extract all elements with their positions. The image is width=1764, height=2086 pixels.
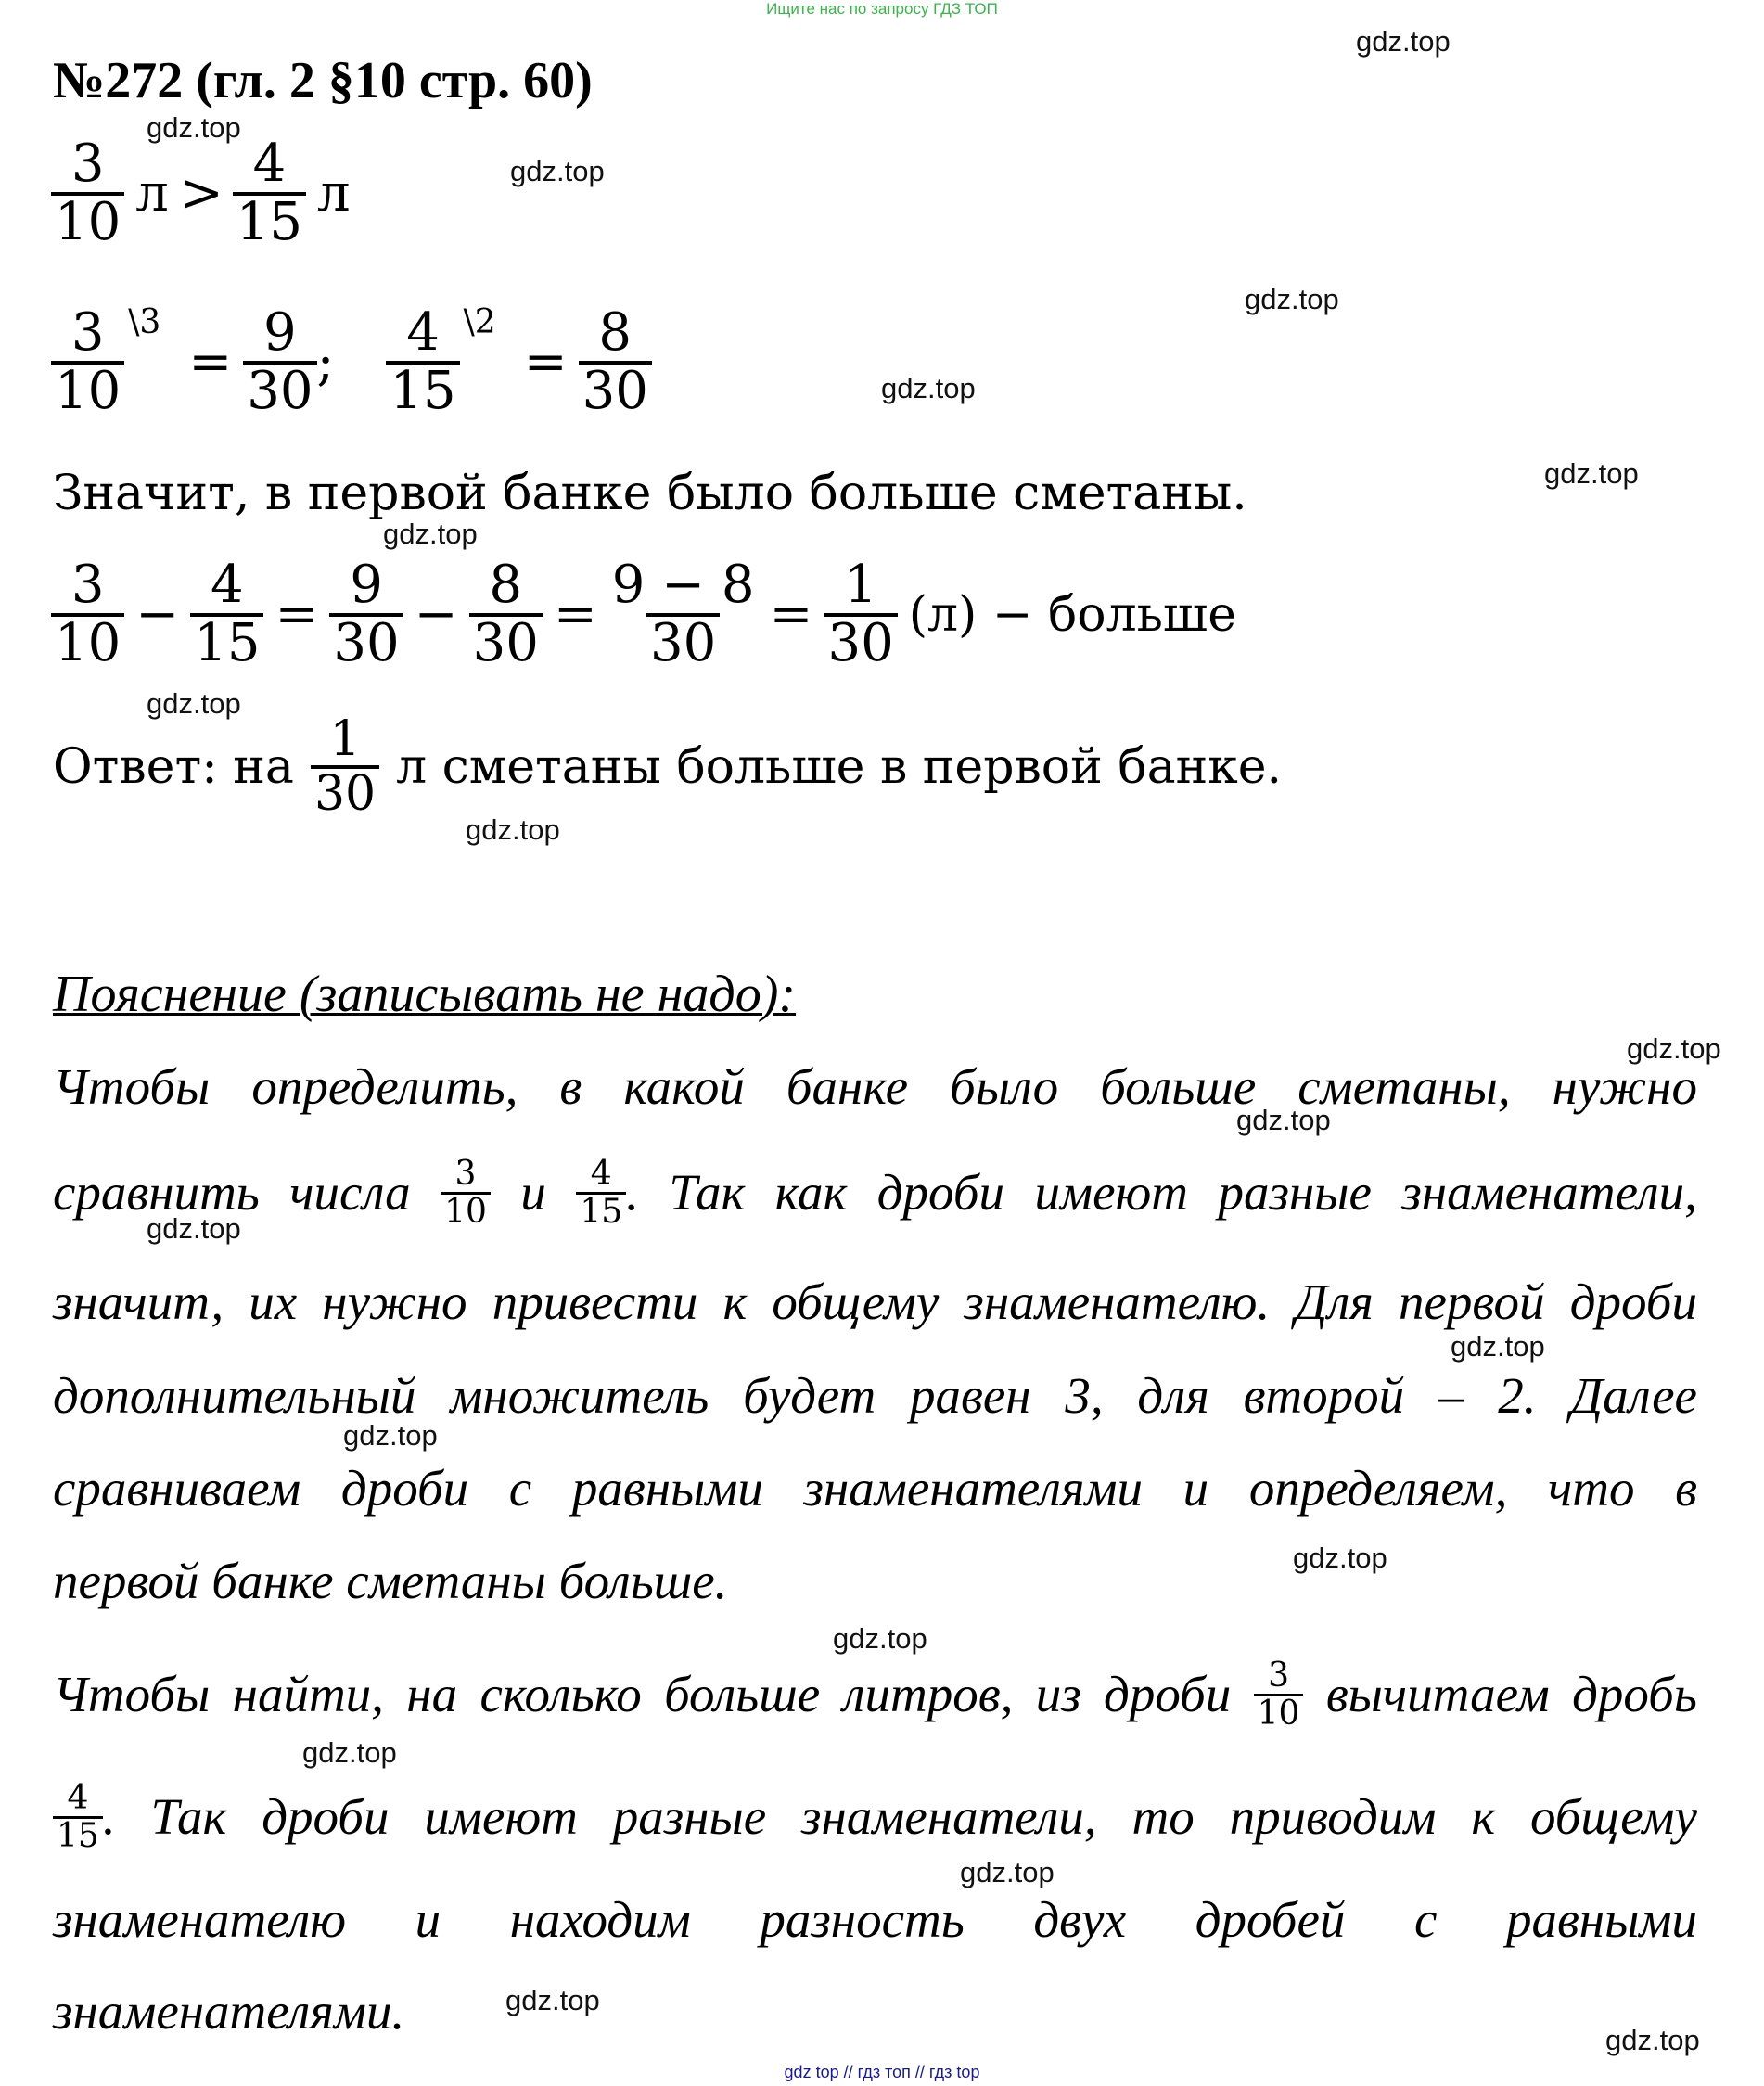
word: равен — [909, 1367, 1031, 1424]
word: больше — [1100, 1058, 1257, 1115]
fraction: $\frac{3}{10}$ — [1254, 1658, 1304, 1732]
watermark: gdz.top — [1293, 1542, 1387, 1574]
watermark: gdz.top — [302, 1736, 397, 1769]
watermark: gdz.top — [1236, 1104, 1331, 1136]
common-denominator-line — [51, 302, 652, 421]
word: разные — [1218, 1164, 1372, 1222]
problem-title: №272 (гл. 2 §10 стр. 60) — [53, 52, 593, 109]
equals-sign: = — [553, 583, 597, 645]
para1-line4 — [53, 1366, 1697, 1426]
word: значит, — [53, 1273, 224, 1330]
word: знаменателями — [803, 1460, 1143, 1517]
word: будет — [743, 1367, 876, 1424]
para1-line6: первой банке сметаны больше. — [53, 1553, 728, 1609]
multiplier-label: \3 — [128, 303, 161, 341]
fraction: $\frac{8}{30}$ — [579, 306, 652, 419]
word: в — [1675, 1460, 1697, 1517]
word: множитель — [450, 1367, 709, 1424]
word: знаменателю — [53, 1891, 347, 1948]
fraction: $\frac{4}{15}$ — [386, 306, 459, 419]
word: Для — [1295, 1273, 1374, 1330]
word: 2. — [1498, 1367, 1537, 1424]
word: было — [950, 1058, 1059, 1115]
separator: ; — [316, 331, 335, 392]
minus-sign: − — [414, 583, 458, 645]
para1-line2 — [53, 1157, 1697, 1230]
word: к — [1471, 1788, 1496, 1846]
word: банке — [786, 1058, 909, 1115]
word: то — [1131, 1788, 1195, 1846]
unit-label: л — [317, 162, 351, 224]
word: с — [508, 1460, 532, 1517]
watermark: gdz.top — [147, 111, 241, 144]
word: Далее — [1570, 1367, 1697, 1424]
watermark: gdz.top — [1605, 2024, 1700, 2056]
para1-line1 — [53, 1057, 1697, 1117]
word: какой — [623, 1058, 745, 1115]
word: знаменатели, — [1401, 1164, 1697, 1222]
watermark: gdz.top — [833, 1622, 927, 1655]
equals-sign: = — [523, 331, 568, 392]
greater-sign: > — [179, 162, 224, 224]
word: дробей — [1195, 1891, 1346, 1948]
para1-line5 — [53, 1459, 1697, 1518]
word: второй — [1243, 1367, 1405, 1424]
watermark: gdz.top — [1451, 1330, 1545, 1363]
fraction-group — [441, 1157, 491, 1230]
word: больше — [664, 1666, 821, 1723]
word: Чтобы — [53, 1666, 211, 1723]
word: найти, — [232, 1666, 384, 1723]
word: имеют — [1034, 1164, 1188, 1222]
word: общему — [1529, 1788, 1697, 1846]
word: к — [722, 1273, 748, 1330]
word: разность — [760, 1891, 965, 1948]
word: как — [774, 1164, 848, 1222]
word: дроби — [340, 1460, 469, 1517]
fraction: $\frac{3}{10}$ — [51, 558, 124, 672]
word: сравнить — [53, 1164, 260, 1222]
fraction: $\frac{4}{15}$ — [233, 137, 306, 250]
word: дроби — [1569, 1273, 1697, 1330]
difference-line — [51, 555, 1247, 673]
word: равными — [571, 1460, 763, 1517]
unit-label: л — [135, 162, 169, 224]
word: равными — [1505, 1891, 1697, 1948]
equals-sign: = — [769, 583, 813, 645]
word: дроби — [876, 1164, 1004, 1222]
para2-line3 — [53, 1890, 1697, 1950]
word: Так — [150, 1788, 227, 1846]
equals-sign: = — [188, 331, 233, 392]
fraction: $\frac{1}{30}$ — [824, 558, 897, 672]
word: разные — [612, 1788, 767, 1846]
word: находим — [509, 1891, 691, 1948]
word: дроби — [262, 1788, 390, 1846]
word: дроби — [1104, 1666, 1232, 1723]
period: . — [626, 1164, 639, 1222]
word: нужно — [1552, 1058, 1697, 1115]
word: сравниваем — [53, 1460, 301, 1517]
period: . — [102, 1788, 116, 1846]
comparison-line — [51, 134, 362, 252]
word: и — [415, 1891, 441, 1948]
word: в — [559, 1058, 582, 1115]
word: знаменатели, — [801, 1788, 1097, 1846]
fraction: $\frac{9}{30}$ — [243, 306, 316, 419]
word: имеют — [424, 1788, 578, 1846]
equals-sign: = — [275, 583, 319, 645]
word: литров, — [842, 1666, 1014, 1723]
word: дополнительный — [53, 1367, 416, 1424]
watermark: gdz.top — [1544, 457, 1639, 490]
fraction: $\frac{4}{15}$ — [190, 558, 263, 672]
word: привести — [492, 1273, 698, 1330]
word: – — [1438, 1367, 1464, 1424]
answer-line — [53, 711, 1283, 822]
word: сметаны, — [1297, 1058, 1511, 1115]
watermark: gdz.top — [343, 1419, 438, 1452]
watermark: gdz.top — [1356, 25, 1451, 58]
word: числа — [289, 1164, 411, 1222]
word: общему — [772, 1273, 940, 1330]
word: 3, — [1065, 1367, 1104, 1424]
word: Так — [669, 1164, 746, 1222]
watermark: gdz.top — [881, 372, 976, 404]
watermark: gdz.top — [147, 687, 241, 720]
word: из — [1035, 1666, 1081, 1723]
word: нужно — [322, 1273, 467, 1330]
watermark: gdz.top — [147, 1212, 241, 1245]
answer-prefix: Ответ: на — [53, 738, 294, 795]
fraction: $\frac{9 - 8}{30}$ — [611, 555, 755, 673]
watermark: gdz.top — [1245, 283, 1339, 315]
watermark: gdz.top — [960, 1856, 1055, 1888]
difference-result: (л) − больше — [908, 586, 1237, 643]
word: знаменателю. — [964, 1273, 1271, 1330]
watermark: gdz.top — [510, 155, 605, 187]
fraction: $\frac{1}{30}$ — [311, 714, 379, 819]
word: определить, — [251, 1058, 518, 1115]
fraction: $\frac{8}{30}$ — [469, 558, 543, 672]
word: Чтобы — [53, 1058, 211, 1115]
fraction: $\frac{4}{15}$ — [576, 1157, 626, 1230]
word: с — [1413, 1891, 1438, 1948]
para1-line3 — [53, 1273, 1697, 1332]
word: приводим — [1229, 1788, 1437, 1846]
para2-line1 — [53, 1658, 1697, 1732]
fraction-group — [53, 1781, 116, 1854]
word: и — [520, 1164, 546, 1222]
word: двух — [1033, 1891, 1127, 1948]
word: что — [1548, 1460, 1635, 1517]
fraction: $\frac{3}{10}$ — [441, 1157, 491, 1230]
para2-line4: знаменателями. — [53, 1983, 405, 2040]
fraction: $\frac{4}{15}$ — [53, 1781, 103, 1854]
word: сколько — [479, 1666, 642, 1723]
multiplier-label: \2 — [463, 303, 496, 341]
conclusion-text: Значит, в первой банке было больше сметаны. — [53, 466, 1247, 521]
search-banner: Ищите нас по запросу ГДЗ ТОП — [766, 0, 998, 18]
word: их — [249, 1273, 298, 1330]
fraction: $\frac{3}{10}$ — [51, 306, 124, 419]
explanation-heading: Пояснение (записывать не надо): — [53, 966, 797, 1023]
word: для — [1137, 1367, 1209, 1424]
footer-links: gdz top // гдз топ // гдз top — [784, 2063, 980, 2081]
word: вычитаем — [1325, 1666, 1550, 1723]
word: дробь — [1572, 1666, 1697, 1723]
answer-suffix: л сметаны больше в первой банке. — [396, 738, 1283, 795]
word: на — [406, 1666, 458, 1723]
watermark: gdz.top — [466, 813, 560, 846]
word: первой — [1399, 1273, 1545, 1330]
fraction: $\frac{9}{30}$ — [329, 558, 403, 672]
fraction: $\frac{3}{10}$ — [51, 137, 124, 250]
word: определяем, — [1248, 1460, 1508, 1517]
watermark: gdz.top — [505, 1984, 600, 2016]
fraction-group — [1254, 1658, 1304, 1732]
watermark: gdz.top — [383, 518, 478, 550]
para2-line2 — [53, 1781, 1697, 1854]
minus-sign: − — [135, 583, 180, 645]
fraction-group — [576, 1157, 639, 1230]
word: и — [1182, 1460, 1209, 1517]
watermark: gdz.top — [1627, 1032, 1721, 1065]
